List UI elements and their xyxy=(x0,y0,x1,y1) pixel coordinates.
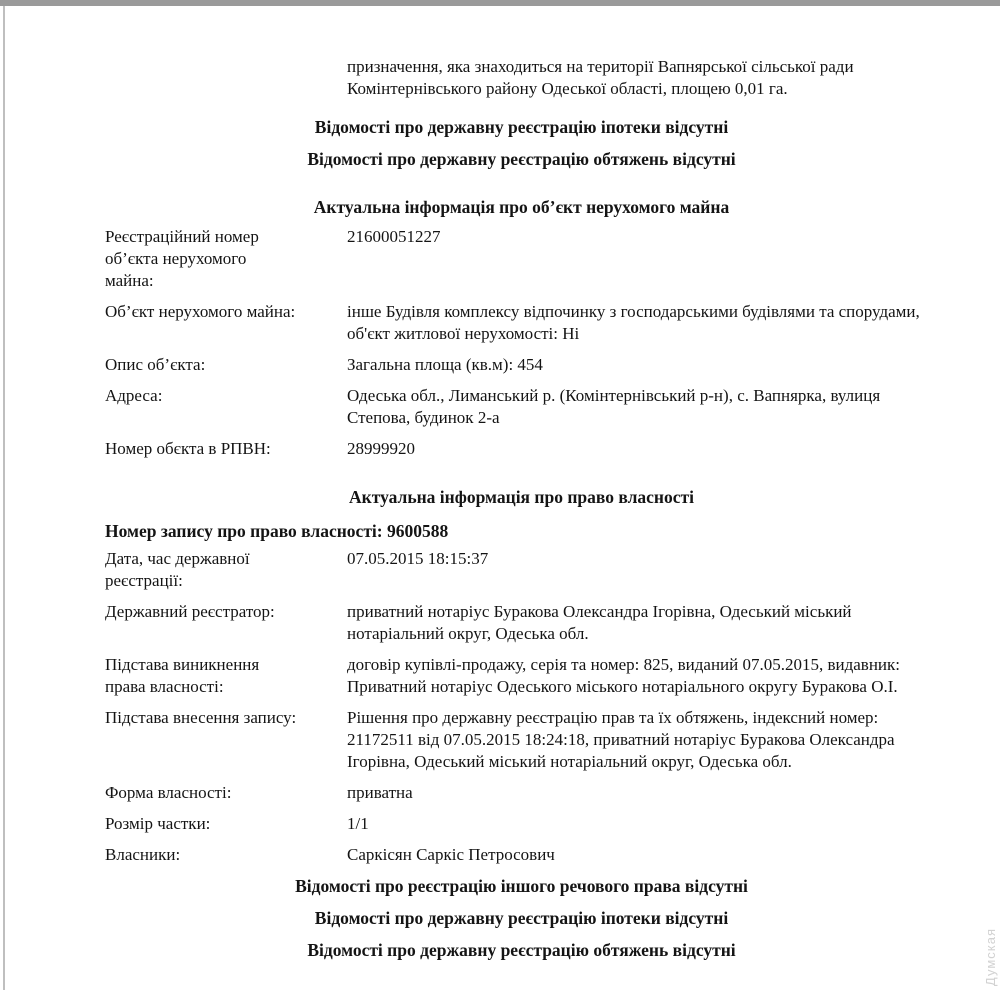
field-row-address xyxy=(105,385,938,429)
field-label: Власники: xyxy=(105,845,181,864)
top-border xyxy=(0,0,1000,6)
field-value: Одеська обл., Лиманський р. (Комінтернівський р-н), с. Вапнярка, вулиця Степова, будинок 2-а xyxy=(347,386,881,427)
statement-encumbrances-absent-top: Відомості про державну реєстрацію обтяжень відсутні xyxy=(307,149,736,169)
section-title-object-info: Актуальна інформація про об’єкт нерухомого майна xyxy=(313,197,730,217)
field-row-ownership-form xyxy=(105,782,938,804)
field-label: Підстава виникнення права власності: xyxy=(105,655,260,696)
field-value: 1/1 xyxy=(347,814,369,833)
document-body xyxy=(105,56,938,971)
field-row-owners xyxy=(105,844,938,866)
field-value: 21600051227 xyxy=(347,227,441,246)
field-row-object-description xyxy=(105,354,938,376)
field-label: Підстава внесення запису: xyxy=(105,708,297,727)
field-row-rpvn-number xyxy=(105,438,938,460)
section-title-ownership-info: Актуальна інформація про право власності xyxy=(349,487,694,507)
watermark-text: Думская xyxy=(983,927,998,986)
field-value: 07.05.2015 18:15:37 xyxy=(347,549,489,568)
field-row-registration-number xyxy=(105,226,938,292)
field-row-state-registrar xyxy=(105,601,938,645)
statement-mortgage-absent-bottom: Відомості про державну реєстрацію іпотеки відсутні xyxy=(314,908,729,928)
field-value: 28999920 xyxy=(347,439,415,458)
field-value: приватний нотаріус Буракова Олександра Ігорівна, Одеський міський нотаріальний округ, Одеська обл. xyxy=(347,602,852,643)
field-value: Саркісян Саркіс Петросович xyxy=(347,845,555,864)
field-label: Розмір частки: xyxy=(105,814,211,833)
field-label: Номер обєкта в РПВН: xyxy=(105,439,271,458)
field-value: Загальна площа (кв.м): 454 xyxy=(347,355,543,374)
field-label: Реєстраційний номер об’єкта нерухомого майна: xyxy=(105,227,259,290)
statement-other-property-right-absent: Відомості про реєстрацію іншого речового права відсутні xyxy=(295,876,748,896)
field-row-ownership-basis xyxy=(105,654,938,698)
field-label: Об’єкт нерухомого майна: xyxy=(105,302,296,321)
field-row-record-basis xyxy=(105,707,938,773)
closing-statements xyxy=(105,875,938,961)
field-label: Дата, час державної реєстрації: xyxy=(105,549,250,590)
field-label: Форма власності: xyxy=(105,783,232,802)
statement-encumbrances-absent-bottom: Відомості про державну реєстрацію обтяжень відсутні xyxy=(307,940,736,960)
field-value: інше Будівля комплексу відпочинку з господарськими будівлями та спорудами, об'єкт житлової нерухомості: Ні xyxy=(347,302,920,343)
field-label: Адреса: xyxy=(105,386,163,405)
field-row-property-object xyxy=(105,301,938,345)
field-row-share-size xyxy=(105,813,938,835)
field-label: Опис об’єкта: xyxy=(105,355,206,374)
ownership-record-number: Номер запису про право власності: 9600588 xyxy=(105,521,449,541)
continuation-text: призначення, яка знаходиться на території Вапнярської сільської ради Комінтернівського району Одеської області, площею 0,01 га. xyxy=(347,57,854,98)
field-value: Рішення про державну реєстрацію прав та їх обтяжень, індексний номер: 21172511 від 07.05.2015 18:24:18, приватний нотаріус Буракова Олександра Ігорівна, Одеський міський нотаріальний округ, Одеська обл. xyxy=(347,708,895,771)
field-value: приватна xyxy=(347,783,413,802)
field-row-registration-datetime xyxy=(105,548,938,592)
statement-mortgage-absent-top: Відомості про державну реєстрацію іпотеки відсутні xyxy=(314,117,729,137)
left-border xyxy=(3,6,5,990)
field-label: Державний реєстратор: xyxy=(105,602,275,621)
field-value: договір купівлі-продажу, серія та номер: 825, виданий 07.05.2015, видавник: Приватний нотаріус Одеського міського нотаріального округу Буракова О.І. xyxy=(347,655,901,696)
